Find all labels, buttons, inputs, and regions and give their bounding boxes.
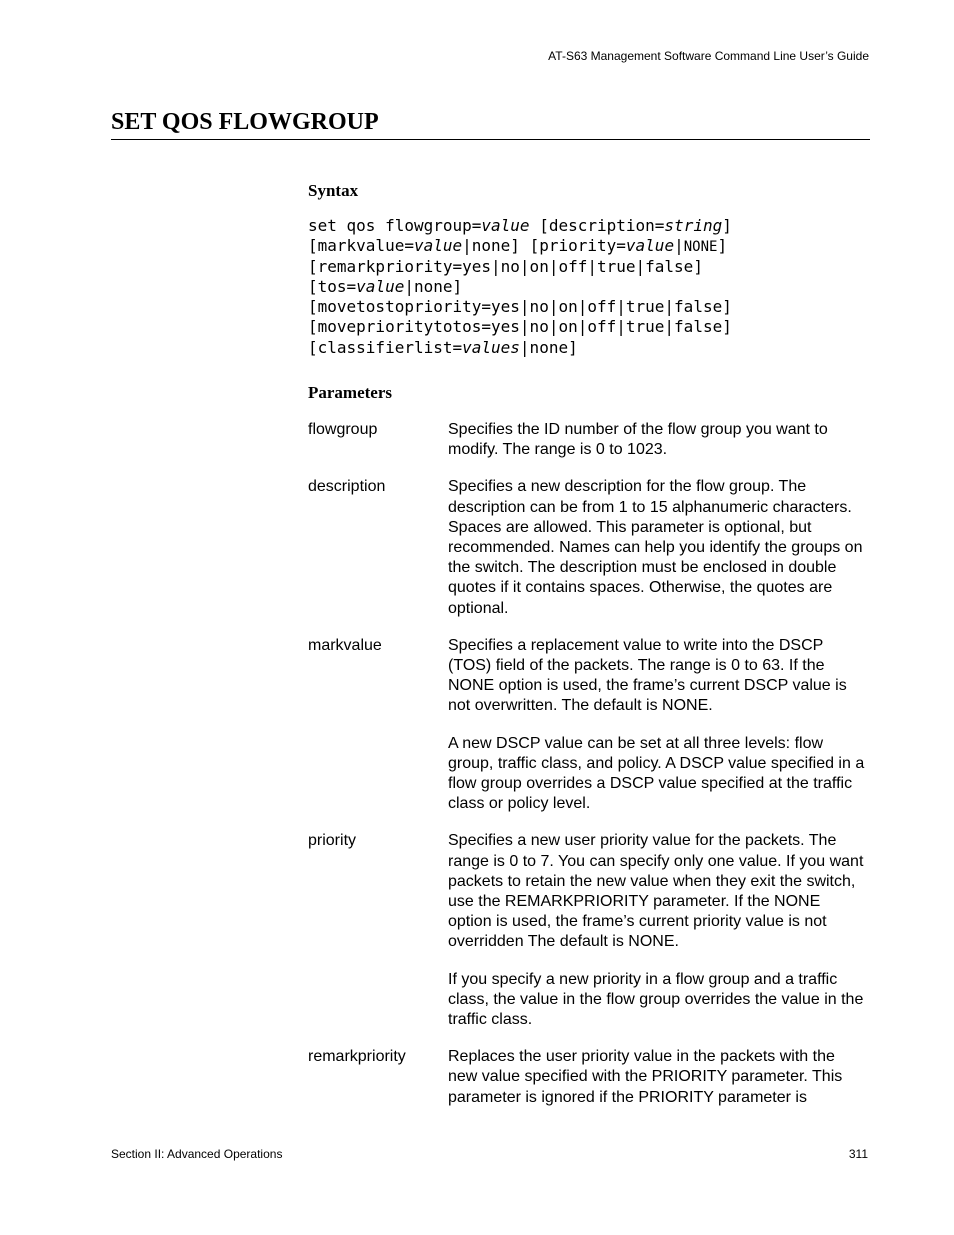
parameter-description xyxy=(448,420,868,460)
running-header: AT-S63 Management Software Command Line User’s Guide xyxy=(548,49,869,63)
parameter-paragraph: Specifies a new user priority value for the packets. The range is 0 to 7. You can specify only one value. If you want packets to retain the new value when they exit the switch, use the REMARKPRIORITY parameter. If the NONE option is used, the frame’s current priority value is not overridden The default is NONE. xyxy=(448,832,864,951)
parameter-paragraph: A new DSCP value can be set at all three levels: flow group, traffic class, and policy. A DSCP value specified in a flow group overrides a DSCP value specified at the traffic class or policy level. xyxy=(448,734,865,813)
syntax-line xyxy=(308,338,868,358)
parameter-row xyxy=(308,477,870,618)
syntax-text: [remarkpriority=yes|no|on|off|true|false] xyxy=(308,256,703,276)
footer-section: Section II: Advanced Operations xyxy=(111,1147,283,1161)
parameters-heading: Parameters xyxy=(308,383,393,402)
parameter-description xyxy=(448,477,868,618)
parameter-paragraph: Specifies a new description for the flow group. The description can be from 1 to 15 alphanumeric characters. Spaces are allowed. This parameter is optional, but recommended. Names can help you identify the groups on the switch. The description must be enclosed in double quotes if it contains spaces. Otherwise, the quotes are optional. xyxy=(448,478,863,617)
syntax-block xyxy=(308,216,868,358)
parameter-name: description xyxy=(308,478,386,496)
parameter-row xyxy=(308,420,870,460)
syntax-text: [classifierlist= xyxy=(308,337,463,357)
page-number: 311 xyxy=(848,1147,868,1161)
syntax-text: |none] [priority= xyxy=(462,236,626,256)
parameter-row xyxy=(308,636,870,815)
syntax-line xyxy=(308,236,868,256)
parameter-row xyxy=(308,831,870,1030)
page-title: SET QOS FLOWGROUP xyxy=(111,109,379,135)
syntax-variable: value xyxy=(356,276,405,296)
title-rule xyxy=(111,139,870,140)
parameter-paragraph: If you specify a new priority in a flow group and a traffic class, the value in the flow group overrides the value in the traffic class. xyxy=(448,970,864,1029)
syntax-line xyxy=(308,277,868,297)
syntax-text: ] xyxy=(717,236,728,256)
syntax-text: [description= xyxy=(529,216,665,235)
syntax-text: ] xyxy=(722,216,732,235)
syntax-line xyxy=(308,216,868,236)
parameter-row xyxy=(308,1047,870,1108)
syntax-line xyxy=(308,257,868,277)
syntax-text: |none] xyxy=(404,276,463,296)
parameter-name: markvalue xyxy=(308,636,382,654)
syntax-text: |none] xyxy=(519,337,578,357)
parameters-list xyxy=(308,420,870,1125)
parameter-name: priority xyxy=(308,832,357,850)
syntax-text: [moveprioritytotos=yes|no|on|off|true|false] xyxy=(308,317,732,337)
parameter-name: flowgroup xyxy=(308,421,378,438)
syntax-variable: value xyxy=(481,216,530,235)
parameter-paragraph: Specifies a replacement value to write into the DSCP (TOS) field of the packets. The range is 0 to 63. If the NONE option is used, the frame’s current DSCP value is not overwritten. The default is NONE. xyxy=(448,636,847,715)
parameter-name: remarkpriority xyxy=(308,1048,406,1066)
syntax-variable: string xyxy=(664,216,723,235)
parameter-description xyxy=(448,636,868,815)
syntax-text: | xyxy=(674,236,684,256)
syntax-variable: value xyxy=(625,236,675,256)
parameter-description xyxy=(448,831,868,1030)
parameter-description xyxy=(448,1047,868,1108)
syntax-text: [movetostopriority=yes|no|on|off|true|false] xyxy=(308,297,732,317)
syntax-text: [markvalue= xyxy=(308,236,414,256)
parameter-paragraph: Specifies the ID number of the flow group you want to modify. The range is 0 to 1023. xyxy=(448,421,828,459)
syntax-variable: values xyxy=(462,337,520,357)
syntax-variable: value xyxy=(413,236,463,256)
syntax-line xyxy=(308,297,868,317)
syntax-text: set qos flowgroup= xyxy=(308,216,482,235)
syntax-text: [tos= xyxy=(308,276,357,296)
syntax-line xyxy=(308,317,868,337)
syntax-text: NONE xyxy=(683,239,718,256)
syntax-heading: Syntax xyxy=(308,181,359,200)
parameter-paragraph: Replaces the user priority value in the packets with the new value specified with the PRIORITY parameter. This parameter is ignored if the PRIORITY parameter is xyxy=(448,1048,843,1106)
